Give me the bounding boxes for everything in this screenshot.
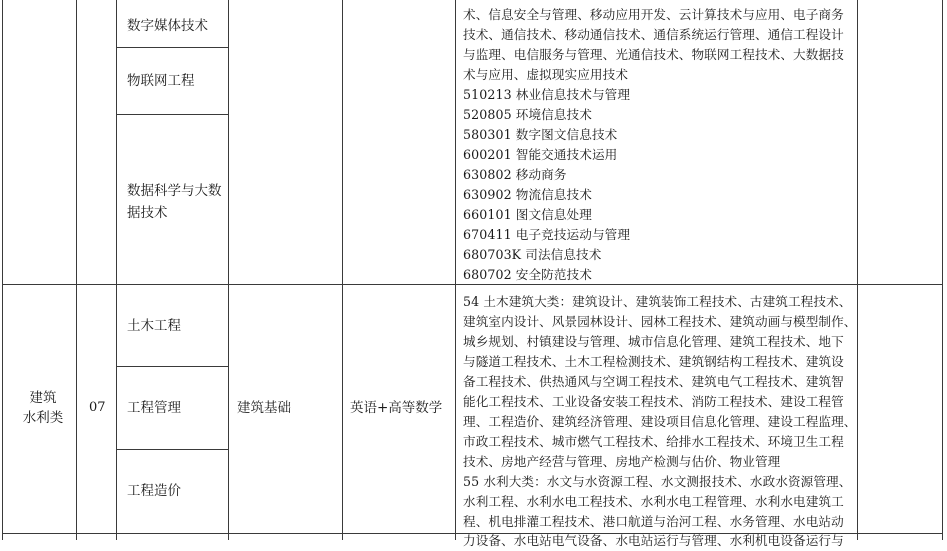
col-divider-exam [455,0,456,540]
related-major-line: 670411 电子竞技运动与管理 [463,227,631,242]
category-name-line: 水利类 [22,410,64,426]
related-major-line: 680702 安全防范技术 [463,267,592,282]
related-major-line: 程、机电排灌工程技术、港口航道与治河工程、水务管理、水电站动 [463,514,844,529]
related-major-line: 城乡规划、村镇建设与管理、城市信息化管理、建筑工程技术、地下 [463,334,844,349]
major-name: 物联网工程 [127,73,195,89]
related-major-line: 备工程技术、供热通风与空调工程技术、建筑电气工程技术、建筑智 [463,374,844,389]
major-row-divider [116,449,228,450]
related-major-line: 力设备、水电站电气设备、水电站运行与管理、水利机电设备运行与 [463,533,844,548]
related-major-line: 600201 智能交通技术运用 [463,147,618,162]
category-name-line: 建筑 [29,390,57,406]
major-name: 数字媒体技术 [127,18,208,34]
related-major-line: 术与应用、虚拟现实应用技术 [463,67,629,82]
col-divider-desc [857,0,858,540]
professional-basis: 建筑基础 [237,400,291,416]
col-divider-category [76,0,77,540]
related-major-line: 水利工程、水利水电工程技术、水利水电工程管理、水利水电建筑工 [463,494,844,509]
major-row-divider [116,366,228,367]
related-major-line: 55 水利大类：水文与水资源工程、水文测报技术、水政水资源管理、 [463,474,852,489]
related-major-line: 580301 数字图文信息技术 [463,127,618,142]
related-major-line: 510213 林业信息技术与管理 [463,87,631,102]
related-major-line: 630902 物流信息技术 [463,187,592,202]
related-major-line: 技术、通信技术、移动通信技术、通信系统运行管理、通信工程设计 [463,27,844,42]
related-major-line: 市政工程技术、城市燃气工程技术、给排水工程技术、环境卫生工程 [463,434,844,449]
major-name: 工程造价 [127,483,181,499]
related-major-line: 与监理、电信服务与管理、光通信技术、物联网工程技术、大数据技 [463,47,844,62]
related-major-line: 术、信息安全与管理、移动应用开发、云计算技术与应用、电子商务 [463,7,844,22]
related-major-line: 660101 图文信息处理 [463,207,592,222]
col-divider-major [228,0,229,540]
table-border-left [2,0,3,540]
major-row-divider [116,114,228,115]
related-major-line: 技术、房地产经营与管理、房地产检测与估价、物业管理 [463,454,781,469]
col-divider-code [116,0,117,540]
related-major-line: 建筑室内设计、风景园林设计、园林工程技术、建筑动画与模型制作、 [463,314,857,329]
category-name [18,388,68,428]
exam-subjects: 英语+高等数学 [350,400,443,416]
related-major-line: 680703K 司法信息技术 [463,247,602,262]
related-major-line: 理、工程造价、建筑经济管理、建设项目信息化管理、建设工程监理、 [463,414,857,429]
major-name: 土木工程 [127,318,181,334]
major-name: 工程管理 [127,400,181,416]
col-divider-basis [342,0,343,540]
related-major-line: 520805 环境信息技术 [463,107,592,122]
table-border-right [942,0,943,540]
related-major-line: 54 土木建筑大类：建筑设计、建筑装饰工程技术、古建筑工程技术、 [463,294,852,309]
related-major-line: 与隧道工程技术、土木工程检测技术、建筑钢结构工程技术、建筑设 [463,354,844,369]
major-name: 数据科学与大数据技术 [127,183,222,221]
major-row-divider [116,47,228,48]
related-major-line: 能化工程技术、工业设备安装工程技术、消防工程技术、建设工程管 [463,394,844,409]
related-major-line: 630802 移动商务 [463,167,567,182]
category-code: 07 [89,400,106,415]
